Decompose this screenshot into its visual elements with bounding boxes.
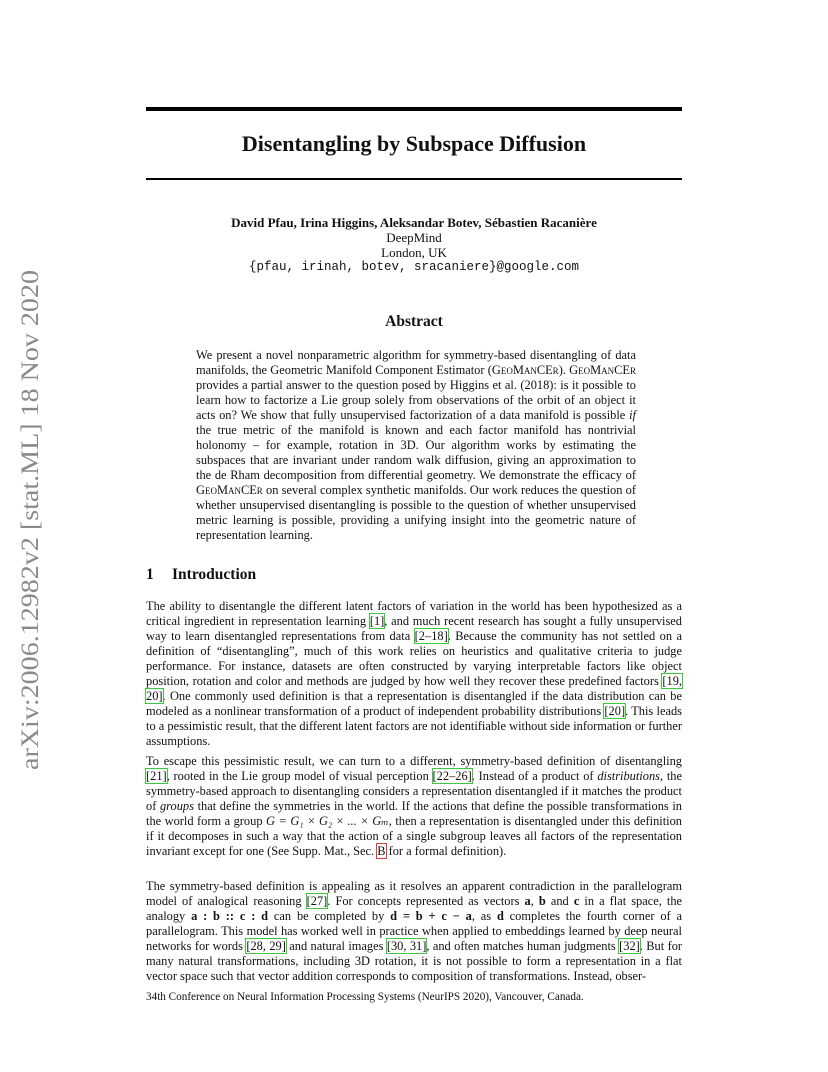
intro-paragraph-1 — [146, 599, 682, 749]
author-emails: {pfau, irinah, botev, sracaniere}@google.com — [248, 260, 580, 274]
abstract-body — [196, 348, 636, 543]
vector-symbol: c — [573, 894, 580, 908]
paragraph-text: The symmetry-based definition is appealing as it resolves an apparent contradiction in the parallelogram model of analogical reasoning — [146, 879, 682, 908]
paragraph-text: . This leads to a pessimistic result, that the different latent factors are not identifiable without side information or further assumptions. — [146, 704, 682, 748]
arxiv-stamp — [8, 265, 48, 775]
paragraph-text: that define the symmetries in the world. If the actions that define the possible transformations in the world form a group — [146, 799, 682, 828]
paragraph-text: . One commonly used definition is that a representation is disentangled if the data distribution can be modeled as a nonlinear transformation of a product of independent probability distributions — [146, 689, 682, 718]
conference-footnote: 34th Conference on Neural Information Processing Systems (NeurIPS 2020), Vancouver, Canada. — [146, 991, 584, 1003]
citation-link[interactable]: [27] — [306, 894, 328, 908]
section-number: 1 — [146, 566, 154, 583]
citation-link[interactable]: [2–18] — [414, 629, 448, 643]
citation-link[interactable]: [28, 29] — [246, 939, 286, 953]
citation-link[interactable]: [32] — [619, 939, 640, 953]
paragraph-text: , as — [471, 909, 497, 923]
method-name: GeoManCEr — [196, 483, 263, 497]
paragraph-text: , the symmetry-based approach to disentangling considers a representation disentangled if it matches the product of — [146, 769, 682, 813]
paragraph-text: , and much recent research has sought a fully unsupervised way to learn disentangled representations from data — [146, 614, 682, 643]
title-top-rule — [146, 107, 682, 111]
paper-title: Disentangling by Subspace Diffusion — [241, 131, 587, 156]
paragraph-text: for a formal definition). — [385, 844, 507, 858]
paragraph-text: The ability to disentangle the different latent factors of variation in the world has been hypothesized as a critical ingredient in representation learning — [146, 599, 682, 628]
title-bottom-rule — [146, 178, 682, 180]
section-heading — [146, 566, 256, 584]
author-block — [146, 215, 682, 275]
emphasis-text: distributions — [597, 769, 660, 783]
author-affiliation: DeepMind — [386, 230, 442, 245]
citation-link[interactable]: [30, 31] — [386, 939, 427, 953]
analogy-expression: a : b :: c : d — [191, 909, 269, 923]
abstract-text: ). — [558, 363, 570, 377]
paragraph-text: and — [545, 894, 574, 908]
vector-symbol: a — [524, 894, 531, 908]
abstract-text: on several complex synthetic manifolds. Our work reduces the question of whether unsupervised disentangling is possible to the question of whether unsupervised metric learning is possible, providing a unifying insight into the geometric nature of representation learning. — [196, 483, 636, 542]
paragraph-text: completes the fourth corner of a parallelogram. This model has worked well in practice when applied to embeddings learned by deep neural networks for words — [146, 909, 682, 953]
intro-paragraph-2 — [146, 754, 682, 859]
vector-symbol: b — [538, 894, 546, 908]
author-names: David Pfau, Irina Higgins, Aleksandar Botev, Sébastien Racanière — [231, 215, 597, 230]
citation-link[interactable]: [20] — [604, 704, 626, 718]
parallelogram-equation: d = b + c − a — [390, 909, 472, 923]
paragraph-text: can be completed by — [268, 909, 391, 923]
section-title: Introduction — [172, 566, 257, 583]
method-name: GeoManCEr — [491, 363, 559, 377]
author-location: London, UK — [381, 245, 447, 260]
paragraph-text: , rooted in the Lie group model of visual perception — [166, 769, 433, 783]
abstract-emphasis: if — [629, 408, 636, 422]
paragraph-text: . Because the community has not settled on a definition of “disentangling”, much of this work relies on heuristics and qualitative criteria to judge performance. For instance, datasets are often constructed by varying interpretable factors like object position, rotation and color and methods are judged by how well they recover these predefined factors — [146, 629, 682, 688]
abstract-text: We present a novel nonparametric algorithm for symmetry-based disentangling of data manifolds, the Geometric Manifold Component Estimator ( — [196, 348, 636, 377]
paragraph-text: To escape this pessimistic result, we can turn to a different, symmetry-based definition of disentangling — [146, 754, 682, 768]
method-name: GeoManCEr — [569, 363, 636, 377]
paragraph-text: , then a representation is disentangled under this definition if it decomposes in such a way that the action of a single subgroup leaves all factors of the representation invariant except for one (See Supp. Mat., Sec. — [146, 814, 683, 858]
abstract-text: provides a partial answer to the question posed by Higgins et al. (2018): is it possible to learn how to factorize a Lie group solely from observations of the orbit of an object it acts on? We show that fully unsupervised factorization of a data manifold is possible — [196, 378, 636, 422]
section-reference-link[interactable]: B — [377, 844, 386, 858]
citation-link[interactable]: [19, 20] — [146, 674, 682, 703]
paragraph-text: . For concepts represented as vectors — [327, 894, 525, 908]
abstract-text: the true metric of the manifold is known and each factor manifold has nontrivial holonomy – for example, rotation in 3D. Our algorithm works by estimating the subspaces that are invariant under random walk diffusion, giving an approximation to the de Rham decomposition from differential geometry. We demonstrate the efficacy of — [196, 423, 636, 482]
arxiv-stamp-text: arXiv:2006.12982v2 [stat.ML] 18 Nov 2020 — [15, 315, 44, 770]
paragraph-text: and natural images — [285, 939, 387, 953]
citation-link[interactable]: [21] — [146, 769, 167, 783]
emphasis-text: groups — [159, 799, 194, 813]
group-equation: G = G₁ × G₂ × ... × Gₘ — [266, 814, 389, 828]
citation-link[interactable]: [1] — [369, 614, 385, 628]
paragraph-text: , — [530, 894, 539, 908]
paragraph-text: . But for many natural transformations, including 3D rotation, it is not possible to form a representation in a flat vector space such that vector addition corresponds to composition of transformations. Instead, obser- — [146, 939, 683, 983]
intro-paragraph-3 — [146, 879, 682, 984]
citation-link[interactable]: [22–26] — [432, 769, 472, 783]
vector-symbol: d — [496, 909, 504, 923]
paragraph-text: , and often matches human judgments — [426, 939, 620, 953]
abstract-heading: Abstract — [385, 313, 443, 330]
paragraph-text: . Instead of a product of — [471, 769, 598, 783]
paragraph-text: in a flat space, the analogy — [146, 894, 683, 923]
